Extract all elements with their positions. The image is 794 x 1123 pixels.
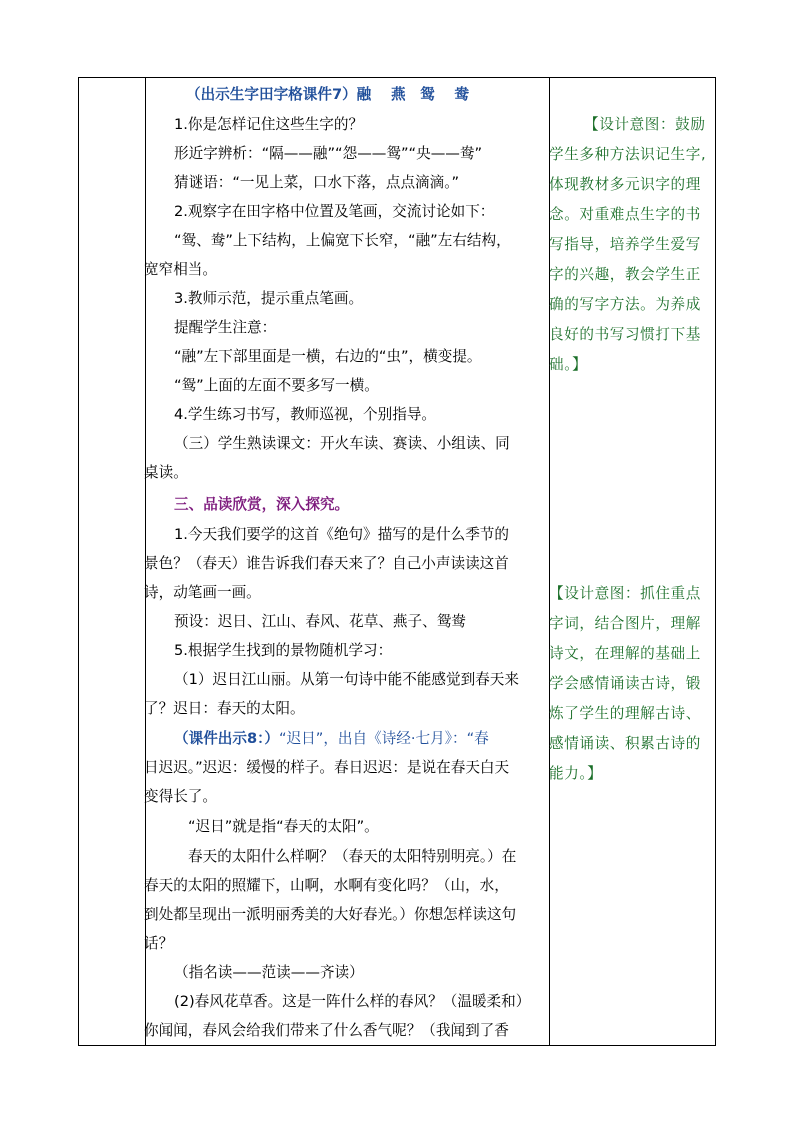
note2-line: 【设计意图：抓住重点 [549,585,701,602]
note1-line: 念。对重难点生字的书 [549,206,701,223]
line-7: 3.教师示范，提示重点笔画。 [174,290,364,307]
note2-line: 能力。】 [549,765,603,782]
lesson-content [144,77,549,1046]
line-15: 1.今天我们要学的这首《绝句》描写的是什么季节的 [174,526,509,543]
note1-line: 确的写字方法。为养成 [549,296,701,313]
line-21: 了？迟日：春天的太阳。 [144,700,305,717]
line-13: 桌读。 [144,464,188,481]
section-heading-3: 三、品读欣赏，深入探究。 [174,496,350,513]
line-28: 到处都呈现出一派明丽秀美的大好春光。）你想怎样读这句 [144,906,517,923]
line-20: （1）迟日江山丽。从第一句诗中能不能感觉到春天来 [174,671,519,688]
note1-line: 字的兴趣，教会学生正 [549,266,701,283]
note1-line: 写指导，培养学生爱写 [549,236,701,253]
line-1: 1.你是怎样记住这些生字的？ [174,116,364,133]
line-18: 预设：迟日、江山、春风、花草、燕子、鸳鸯 [174,613,466,630]
line-3: 猜谜语：“一见上菜，口水下落，点点滴滴。” [174,174,460,191]
line-29: 话？ [144,935,174,952]
line-26: 春天的太阳什么样啊？（春天的太阳特别明亮。）在 [188,848,517,865]
line-24: 变得长了。 [144,788,217,805]
line-2: 形近字辨析：“隔——融”“怨——鸳”“央——鸯” [174,145,483,162]
courseware-8-label: （课件出示8：） [174,730,280,747]
line-30: （指名读——范读——齐读） [174,964,364,981]
line-12: （三）学生熟读课文：开火车读、赛读、小组读、同 [174,435,510,452]
line-4: 2.观察字在田字格中位置及笔画，交流讨论如下： [174,203,495,220]
note1-line: 【设计意图：鼓励 [584,116,706,133]
line-23: 日迟迟。”迟迟：缓慢的样子。春日迟迟：是说在春天白天 [144,759,510,776]
note1-line: 础。】 [549,356,588,373]
line-5: “鸳、鸯”上下结构，上偏宽下长窄，“融”左右结构， [174,232,511,249]
line-32: 你闻闻，春风会给我们带来了什么香气呢？（我闻到了香 [144,1022,509,1039]
line-25: “迟日”就是指“春天的太阳”。 [188,818,379,835]
note2-line: 学会感情诵读古诗，锻 [549,675,701,692]
line-10: “鸳”上面的左面不要多写一横。 [174,377,379,394]
note1-line: 学生多种方法识记生字, [549,146,707,163]
courseware-8-text: “迟日”，出自《诗经·七月》：“春 [279,730,489,747]
line-19: 5.根据学生找到的景物随机学习： [174,642,393,659]
note2-line: 诗文，在理解的基础上 [549,645,701,662]
line-11: 4.学生练习书写，教师巡视，个别指导。 [174,406,437,423]
note1-line: 良好的书写习惯打下基 [549,326,701,343]
line-courseware-7: （出示生字田字格课件7）融 燕 鸳 鸯 [186,86,470,103]
note1-line: 体现教材多元识字的理 [549,176,701,193]
line-9: “融”左下部里面是一横，右边的“虫”，横变提。 [174,348,482,365]
line-27: 春天的太阳的照耀下，山啊，水啊有变化吗？（山，水， [144,877,509,894]
line-16: 景色？（春天）谁告诉我们春天来了？自己小声读读这首 [144,555,509,572]
note2-line: 炼了学生的理解古诗、 [549,705,701,722]
note2-line: 字词，结合图片，理解 [549,615,701,632]
line-17: 诗，动笔画一画。 [144,584,261,601]
line-courseware-8 [174,729,489,749]
line-8: 提醒学生注意： [174,319,277,336]
line-31: (2)春风花草香。这是一阵什么样的春风？（温暖柔和） [174,993,531,1010]
note2-line: 感情诵读、积累古诗的 [549,735,701,752]
line-6: 宽窄相当。 [144,261,217,278]
